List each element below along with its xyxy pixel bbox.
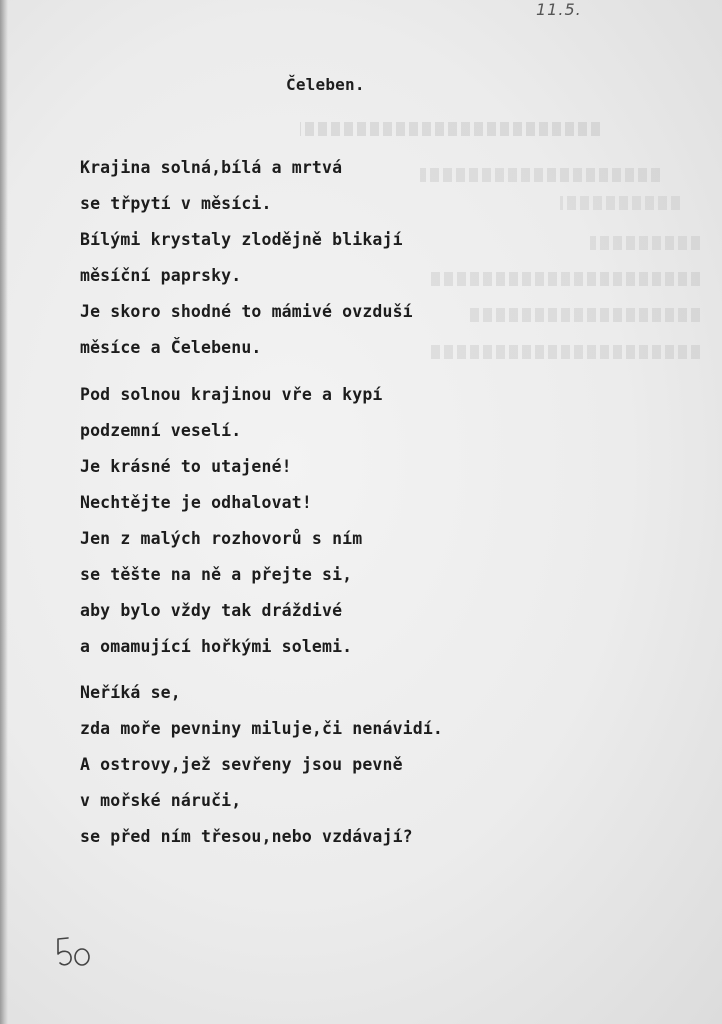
bleed-through-line: [590, 236, 700, 250]
bleed-through-line: [420, 168, 660, 182]
stanza-3: [80, 675, 443, 855]
poem-line: Je krásné to utajené!: [80, 457, 292, 476]
poem-title: Čeleben.: [286, 75, 365, 94]
poem-line: Bílými krystaly zlodějně blikají: [80, 230, 403, 249]
stanza-1: [80, 150, 413, 366]
bleed-through-line: [300, 122, 600, 136]
poem-line: se před ním třesou,nebo vzdávají?: [80, 827, 413, 846]
bleed-through-line: [430, 345, 700, 359]
stanza-2: [80, 377, 383, 665]
poem-line: měsíce a Čelebenu.: [80, 338, 262, 357]
bleed-through-line: [430, 272, 700, 286]
page-edge-shadow: [0, 0, 8, 1024]
poem-line: Je skoro shodné to mámivé ovzduší: [80, 302, 413, 321]
poem-line: měsíční paprsky.: [80, 266, 242, 285]
poem-line: a omamující hořkými solemi.: [80, 637, 353, 656]
bleed-through-line: [560, 196, 680, 210]
handwritten-page-number: [54, 932, 94, 972]
poem-line: Krajina solná,bílá a mrtvá: [80, 158, 343, 177]
poem-line: se třpytí v měsíci.: [80, 194, 272, 213]
poem-line: zda moře pevniny miluje,či nenávidí.: [80, 719, 444, 738]
handwritten-date-mark: 11.5.: [536, 0, 582, 19]
bleed-through-line: [470, 308, 700, 322]
poem-line: aby bylo vždy tak dráždivé: [80, 601, 343, 620]
poem-line: se těšte na ně a přejte si,: [80, 565, 353, 584]
poem-line: Jen z malých rozhovorů s ním: [80, 529, 363, 548]
poem-line: Neříká se,: [80, 683, 181, 702]
poem-line: v mořské náruči,: [80, 791, 242, 810]
poem-line: A ostrovy,jež sevřeny jsou pevně: [80, 755, 403, 774]
poem-line: Pod solnou krajinou vře a kypí: [80, 385, 383, 404]
poem-line: podzemní veselí.: [80, 421, 242, 440]
poem-line: Nechtějte je odhalovat!: [80, 493, 312, 512]
